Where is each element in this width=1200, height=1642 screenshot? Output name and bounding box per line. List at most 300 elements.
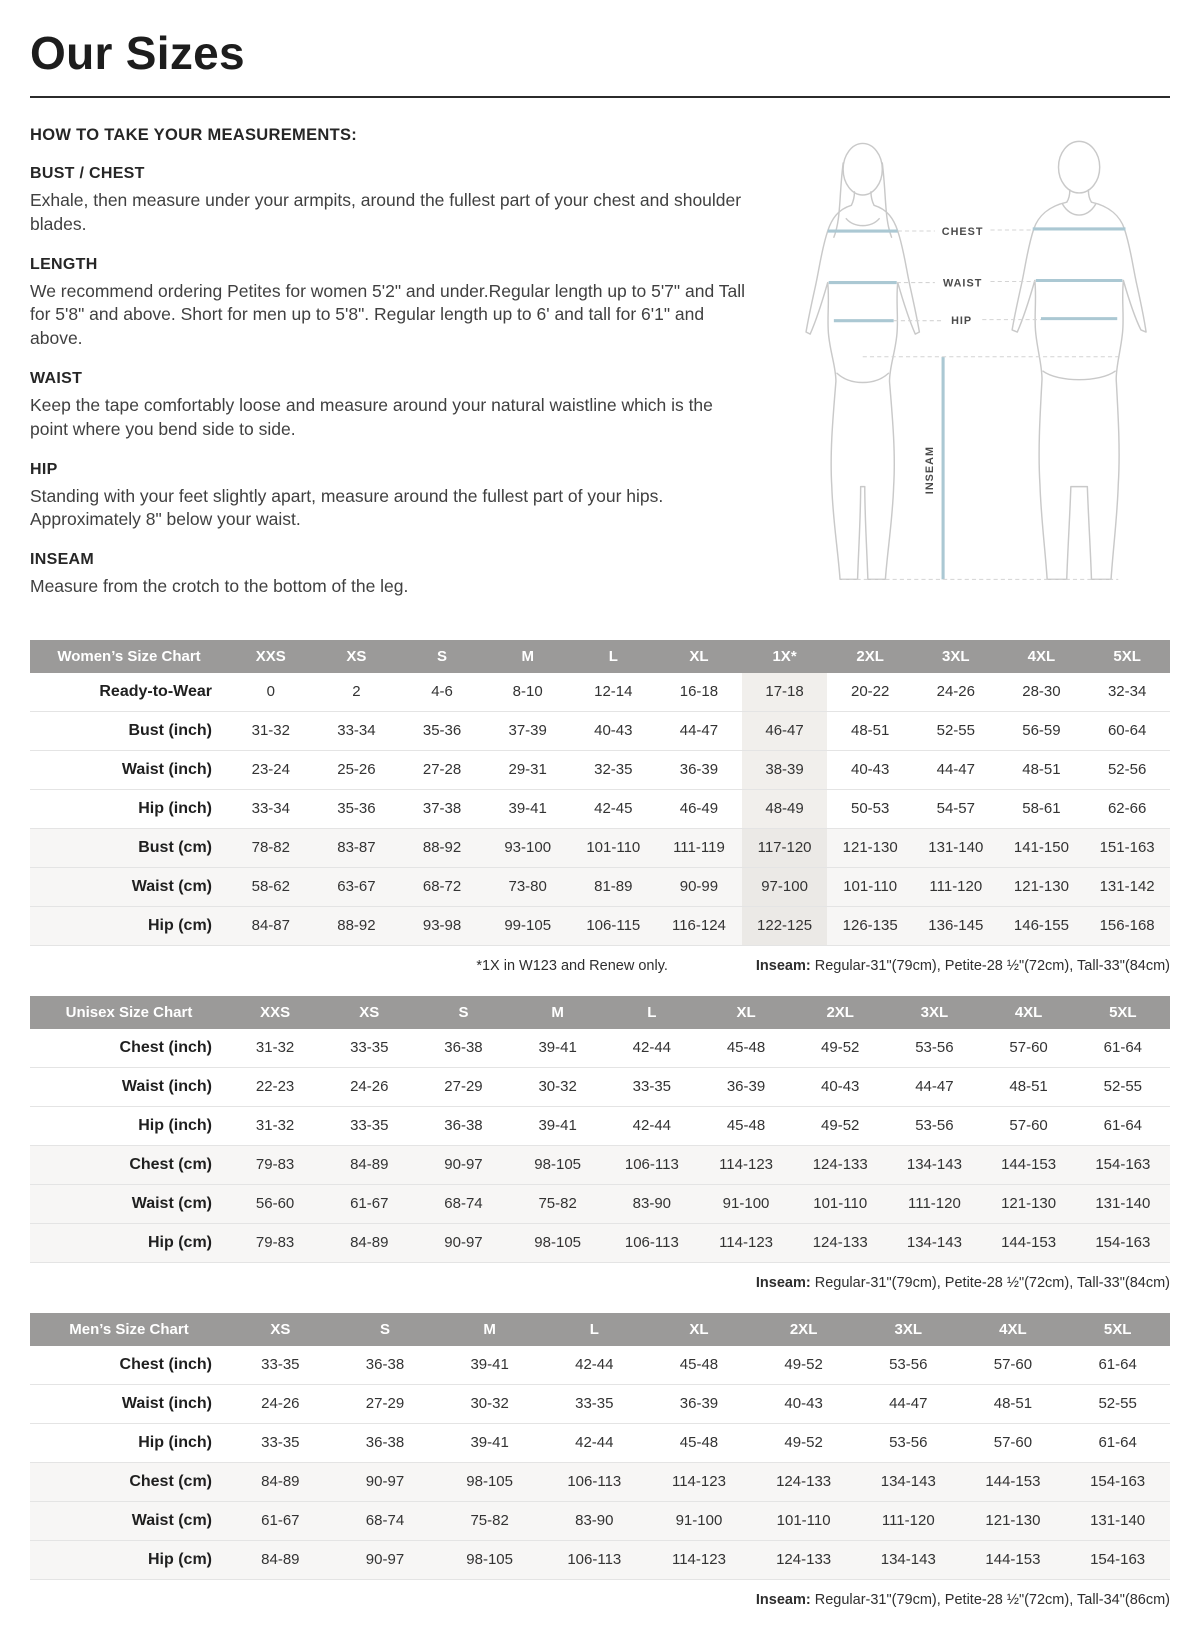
row-label: Hip (cm) [30, 1540, 228, 1579]
size-value-cell: 40-43 [827, 750, 913, 789]
unisex-size-chart-block [30, 996, 1170, 1291]
size-value-cell: 33-35 [605, 1067, 699, 1106]
size-value-cell: 106-113 [542, 1462, 647, 1501]
size-value-cell: 124-133 [751, 1462, 856, 1501]
size-value-cell: 56-59 [999, 711, 1085, 750]
section-title: HIP [30, 460, 58, 478]
size-value-cell: 98-105 [437, 1540, 542, 1579]
size-charts [30, 640, 1170, 1608]
size-value-cell: 35-36 [314, 789, 400, 828]
table-row [30, 1462, 1170, 1501]
size-value-cell: 25-26 [314, 750, 400, 789]
size-value-cell: 97-100 [742, 867, 828, 906]
inseam-measure-label: INSEAM [923, 446, 936, 495]
row-label: Hip (inch) [30, 789, 228, 828]
size-column-header: XL [656, 640, 742, 673]
size-column-header: 5XL [1084, 640, 1170, 673]
size-value-cell: 98-105 [437, 1462, 542, 1501]
size-value-cell: 121-130 [961, 1501, 1066, 1540]
size-value-cell: 4-6 [399, 673, 485, 712]
size-value-cell: 116-124 [656, 906, 742, 945]
size-column-header: L [605, 996, 699, 1029]
size-value-cell: 40-43 [793, 1067, 887, 1106]
size-value-cell: 54-57 [913, 789, 999, 828]
size-value-cell: 75-82 [437, 1501, 542, 1540]
size-value-cell: 154-163 [1076, 1223, 1170, 1262]
size-value-cell: 58-61 [999, 789, 1085, 828]
size-column-header: 4XL [982, 996, 1076, 1029]
size-value-cell: 39-41 [437, 1423, 542, 1462]
size-value-cell: 61-64 [1076, 1106, 1170, 1145]
size-value-cell: 42-44 [542, 1346, 647, 1385]
size-value-cell: 98-105 [511, 1145, 605, 1184]
size-value-cell: 33-35 [228, 1346, 333, 1385]
instructions-heading: HOW TO TAKE YOUR MEASUREMENTS: [30, 126, 358, 144]
section-body: Keep the tape comfortably loose and measure around your natural waistline which is the point where you bend side to side. [30, 394, 713, 439]
table-row [30, 1423, 1170, 1462]
size-value-cell: 121-130 [827, 828, 913, 867]
size-value-cell: 40-43 [751, 1384, 856, 1423]
size-value-cell: 90-97 [333, 1462, 438, 1501]
size-value-cell: 44-47 [913, 750, 999, 789]
size-value-cell: 33-35 [322, 1029, 416, 1068]
title-divider [30, 96, 1170, 98]
table-row [30, 673, 1170, 712]
size-column-header: 2XL [751, 1313, 856, 1346]
size-value-cell: 36-38 [333, 1423, 438, 1462]
size-value-cell: 48-51 [827, 711, 913, 750]
size-value-cell: 93-100 [485, 828, 571, 867]
size-value-cell: 146-155 [999, 906, 1085, 945]
size-value-cell: 33-34 [228, 789, 314, 828]
mens-size-chart-title: Men’s Size Chart [30, 1313, 228, 1346]
size-value-cell: 114-123 [699, 1223, 793, 1262]
size-value-cell: 28-30 [999, 673, 1085, 712]
size-value-cell: 83-90 [542, 1501, 647, 1540]
size-value-cell: 44-47 [887, 1067, 981, 1106]
size-value-cell: 42-45 [571, 789, 657, 828]
section-title: LENGTH [30, 255, 98, 273]
size-value-cell: 91-100 [647, 1501, 752, 1540]
size-value-cell: 24-26 [913, 673, 999, 712]
table-row [30, 1346, 1170, 1385]
footnote-inseam-label: Inseam: [755, 957, 811, 974]
size-value-cell: 33-35 [542, 1384, 647, 1423]
size-value-cell: 27-28 [399, 750, 485, 789]
size-column-header: XS [228, 1313, 333, 1346]
size-value-cell: 33-35 [322, 1106, 416, 1145]
size-value-cell: 37-38 [399, 789, 485, 828]
size-column-header: XL [647, 1313, 752, 1346]
size-value-cell: 46-47 [742, 711, 828, 750]
size-value-cell: 61-64 [1065, 1423, 1170, 1462]
size-column-header: 3XL [913, 640, 999, 673]
size-value-cell: 144-153 [961, 1540, 1066, 1579]
page-title: Our Sizes [30, 27, 245, 79]
row-label: Bust (cm) [30, 828, 228, 867]
row-label: Waist (inch) [30, 1384, 228, 1423]
size-value-cell: 124-133 [793, 1145, 887, 1184]
row-label: Bust (inch) [30, 711, 228, 750]
measurement-instructions [30, 126, 754, 618]
row-label: Waist (cm) [30, 1184, 228, 1223]
size-value-cell: 45-48 [699, 1029, 793, 1068]
size-value-cell: 134-143 [887, 1223, 981, 1262]
size-value-cell: 151-163 [1084, 828, 1170, 867]
size-value-cell: 131-140 [1065, 1501, 1170, 1540]
size-value-cell: 8-10 [485, 673, 571, 712]
womens-size-chart-block [30, 640, 1170, 974]
size-value-cell: 88-92 [314, 906, 400, 945]
size-value-cell: 30-32 [511, 1067, 605, 1106]
size-value-cell: 57-60 [982, 1029, 1076, 1068]
size-value-cell: 49-52 [751, 1423, 856, 1462]
size-value-cell: 22-23 [228, 1067, 322, 1106]
size-value-cell: 61-64 [1065, 1346, 1170, 1385]
size-value-cell: 24-26 [322, 1067, 416, 1106]
size-value-cell: 134-143 [856, 1540, 961, 1579]
row-label: Hip (inch) [30, 1106, 228, 1145]
size-value-cell: 23-24 [228, 750, 314, 789]
size-value-cell: 33-35 [228, 1423, 333, 1462]
table-row [30, 1384, 1170, 1423]
size-value-cell: 154-163 [1076, 1145, 1170, 1184]
footnote-inseam-label: Inseam: [755, 1591, 811, 1608]
size-value-cell: 121-130 [999, 867, 1085, 906]
size-value-cell: 88-92 [399, 828, 485, 867]
size-value-cell: 101-110 [793, 1184, 887, 1223]
size-value-cell: 53-56 [856, 1423, 961, 1462]
size-value-cell: 134-143 [856, 1462, 961, 1501]
size-column-header: M [511, 996, 605, 1029]
hip-measure-label: HIP [951, 314, 973, 327]
womens-size-chart-footnotes [30, 958, 1170, 974]
size-value-cell: 58-62 [228, 867, 314, 906]
size-value-cell: 78-82 [228, 828, 314, 867]
size-value-cell: 50-53 [827, 789, 913, 828]
table-row [30, 828, 1170, 867]
size-column-header: S [416, 996, 510, 1029]
footnote-inseam-note: Inseam: Regular-31"(79cm), Petite-28 ½"(72cm), Tall-33"(84cm) [755, 957, 1170, 974]
size-value-cell: 46-49 [656, 789, 742, 828]
table-row [30, 1067, 1170, 1106]
table-row [30, 750, 1170, 789]
instruction-section-waist [30, 370, 754, 442]
size-value-cell: 154-163 [1065, 1462, 1170, 1501]
size-value-cell: 121-130 [982, 1184, 1076, 1223]
size-value-cell: 48-49 [742, 789, 828, 828]
footnote-inseam-note: Inseam: Regular-31"(79cm), Petite-28 ½"(72cm), Tall-33"(84cm) [755, 1274, 1170, 1291]
size-value-cell: 126-135 [827, 906, 913, 945]
footnote-1x-note: *1X in W123 and Renew only. [476, 957, 668, 974]
section-body: We recommend ordering Petites for women 5'2" and under.Regular length up to 5'7" and Tall for 5'8" and above. Short for men up to 5'8". Regular length up to 6' and tall for 6'1" and above. [30, 280, 745, 349]
table-row [30, 867, 1170, 906]
size-column-header: S [399, 640, 485, 673]
footnote-inseam-note: Inseam: Regular-31"(79cm), Petite-28 ½"(72cm), Tall-34"(86cm) [755, 1591, 1170, 1608]
size-value-cell: 37-39 [485, 711, 571, 750]
row-label: Hip (cm) [30, 1223, 228, 1262]
size-value-cell: 33-34 [314, 711, 400, 750]
size-value-cell: 56-60 [228, 1184, 322, 1223]
size-value-cell: 79-83 [228, 1223, 322, 1262]
size-value-cell: 144-153 [982, 1145, 1076, 1184]
table-row [30, 1223, 1170, 1262]
table-row [30, 1145, 1170, 1184]
womens-size-chart-title: Women’s Size Chart [30, 640, 228, 673]
size-value-cell: 154-163 [1065, 1540, 1170, 1579]
measurement-guide [30, 126, 1170, 618]
size-value-cell: 36-39 [656, 750, 742, 789]
measurement-diagram [778, 126, 1170, 618]
section-body: Standing with your feet slightly apart, measure around the fullest part of your hips. Approximately 8" below your waist. [30, 485, 664, 530]
size-value-cell: 32-34 [1084, 673, 1170, 712]
table-row [30, 1501, 1170, 1540]
size-column-header: 4XL [999, 640, 1085, 673]
table-row [30, 906, 1170, 945]
size-column-header: 5XL [1076, 996, 1170, 1029]
body-measurement-figure-icon [778, 128, 1170, 602]
size-value-cell: 106-113 [605, 1223, 699, 1262]
mens-size-chart [30, 1313, 1170, 1580]
size-value-cell: 36-39 [647, 1384, 752, 1423]
size-value-cell: 83-90 [605, 1184, 699, 1223]
size-column-header: 2XL [827, 640, 913, 673]
size-column-header: XXS [228, 996, 322, 1029]
size-value-cell: 36-39 [699, 1067, 793, 1106]
section-title: WAIST [30, 369, 83, 387]
size-value-cell: 90-97 [416, 1145, 510, 1184]
section-body: Measure from the crotch to the bottom of the leg. [30, 576, 409, 597]
size-value-cell: 106-113 [542, 1540, 647, 1579]
size-value-cell: 111-119 [656, 828, 742, 867]
size-value-cell: 84-89 [228, 1540, 333, 1579]
row-label: Hip (cm) [30, 906, 228, 945]
size-value-cell: 101-110 [571, 828, 657, 867]
size-value-cell: 106-113 [605, 1145, 699, 1184]
size-value-cell: 45-48 [699, 1106, 793, 1145]
size-value-cell: 117-120 [742, 828, 828, 867]
size-value-cell: 32-35 [571, 750, 657, 789]
row-label: Chest (inch) [30, 1346, 228, 1385]
size-value-cell: 52-56 [1084, 750, 1170, 789]
size-value-cell: 31-32 [228, 711, 314, 750]
size-column-header: 1X* [742, 640, 828, 673]
size-value-cell: 75-82 [511, 1184, 605, 1223]
table-row [30, 1029, 1170, 1068]
size-value-cell: 20-22 [827, 673, 913, 712]
waist-measure-label: WAIST [942, 277, 983, 290]
size-column-header: M [437, 1313, 542, 1346]
row-label: Waist (inch) [30, 1067, 228, 1106]
size-value-cell: 57-60 [982, 1106, 1076, 1145]
size-value-cell: 114-123 [647, 1540, 752, 1579]
size-value-cell: 99-105 [485, 906, 571, 945]
size-value-cell: 49-52 [793, 1029, 887, 1068]
size-value-cell: 53-56 [856, 1346, 961, 1385]
size-value-cell: 68-74 [333, 1501, 438, 1540]
size-value-cell: 39-41 [511, 1029, 605, 1068]
size-value-cell: 136-145 [913, 906, 999, 945]
size-value-cell: 12-14 [571, 673, 657, 712]
size-value-cell: 144-153 [982, 1223, 1076, 1262]
size-value-cell: 134-143 [887, 1145, 981, 1184]
size-value-cell: 31-32 [228, 1029, 322, 1068]
header-row [30, 1313, 1170, 1346]
size-value-cell: 44-47 [656, 711, 742, 750]
size-value-cell: 84-87 [228, 906, 314, 945]
size-value-cell: 53-56 [887, 1029, 981, 1068]
size-value-cell: 62-66 [1084, 789, 1170, 828]
size-value-cell: 52-55 [913, 711, 999, 750]
size-value-cell: 124-133 [751, 1540, 856, 1579]
size-value-cell: 36-38 [416, 1106, 510, 1145]
size-column-header: 3XL [887, 996, 981, 1029]
size-value-cell: 98-105 [511, 1223, 605, 1262]
size-value-cell: 111-120 [856, 1501, 961, 1540]
size-value-cell: 39-41 [485, 789, 571, 828]
size-value-cell: 57-60 [961, 1346, 1066, 1385]
size-value-cell: 17-18 [742, 673, 828, 712]
row-label: Waist (inch) [30, 750, 228, 789]
size-value-cell: 61-64 [1076, 1029, 1170, 1068]
size-value-cell: 101-110 [751, 1501, 856, 1540]
size-column-header: L [571, 640, 657, 673]
size-value-cell: 111-120 [913, 867, 999, 906]
unisex-size-chart-footnotes [30, 1275, 1170, 1291]
row-label: Waist (cm) [30, 867, 228, 906]
size-column-header: 5XL [1065, 1313, 1170, 1346]
size-value-cell: 106-115 [571, 906, 657, 945]
size-value-cell: 156-168 [1084, 906, 1170, 945]
size-column-header: XL [699, 996, 793, 1029]
size-value-cell: 90-99 [656, 867, 742, 906]
size-value-cell: 36-38 [416, 1029, 510, 1068]
instruction-section-inseam [30, 551, 754, 599]
size-column-header: M [485, 640, 571, 673]
size-value-cell: 16-18 [656, 673, 742, 712]
size-value-cell: 68-74 [416, 1184, 510, 1223]
header-row [30, 640, 1170, 673]
size-value-cell: 2 [314, 673, 400, 712]
instruction-section-length [30, 256, 754, 351]
footnote-inseam-label: Inseam: [755, 1274, 811, 1291]
size-value-cell: 38-39 [742, 750, 828, 789]
size-value-cell: 29-31 [485, 750, 571, 789]
womens-size-chart [30, 640, 1170, 946]
size-value-cell: 131-140 [913, 828, 999, 867]
size-value-cell: 0 [228, 673, 314, 712]
size-column-header: 4XL [961, 1313, 1066, 1346]
size-value-cell: 79-83 [228, 1145, 322, 1184]
size-value-cell: 52-55 [1065, 1384, 1170, 1423]
size-value-cell: 27-29 [333, 1384, 438, 1423]
row-label: Chest (cm) [30, 1145, 228, 1184]
size-value-cell: 144-153 [961, 1462, 1066, 1501]
table-row [30, 711, 1170, 750]
section-title: INSEAM [30, 551, 95, 569]
size-value-cell: 52-55 [1076, 1067, 1170, 1106]
size-column-header: XXS [228, 640, 314, 673]
unisex-size-chart [30, 996, 1170, 1263]
size-value-cell: 40-43 [571, 711, 657, 750]
size-value-cell: 49-52 [793, 1106, 887, 1145]
size-value-cell: 84-89 [322, 1223, 416, 1262]
size-value-cell: 81-89 [571, 867, 657, 906]
size-value-cell: 131-142 [1084, 867, 1170, 906]
size-value-cell: 45-48 [647, 1423, 752, 1462]
row-label: Chest (cm) [30, 1462, 228, 1501]
size-value-cell: 30-32 [437, 1384, 542, 1423]
size-value-cell: 42-44 [542, 1423, 647, 1462]
size-value-cell: 36-38 [333, 1346, 438, 1385]
size-value-cell: 114-123 [647, 1462, 752, 1501]
mens-size-chart-block [30, 1313, 1170, 1608]
size-value-cell: 57-60 [961, 1423, 1066, 1462]
instruction-section-hip [30, 461, 754, 533]
size-value-cell: 101-110 [827, 867, 913, 906]
size-value-cell: 91-100 [699, 1184, 793, 1223]
size-value-cell: 39-41 [511, 1106, 605, 1145]
size-value-cell: 61-67 [228, 1501, 333, 1540]
size-value-cell: 131-140 [1076, 1184, 1170, 1223]
size-value-cell: 90-97 [333, 1540, 438, 1579]
table-row [30, 1540, 1170, 1579]
size-value-cell: 68-72 [399, 867, 485, 906]
size-value-cell: 35-36 [399, 711, 485, 750]
size-value-cell: 124-133 [793, 1223, 887, 1262]
table-row [30, 1106, 1170, 1145]
size-value-cell: 93-98 [399, 906, 485, 945]
size-value-cell: 111-120 [887, 1184, 981, 1223]
size-value-cell: 24-26 [228, 1384, 333, 1423]
size-value-cell: 42-44 [605, 1029, 699, 1068]
row-label: Hip (inch) [30, 1423, 228, 1462]
table-row [30, 1184, 1170, 1223]
size-value-cell: 45-48 [647, 1346, 752, 1385]
size-value-cell: 53-56 [887, 1106, 981, 1145]
size-value-cell: 114-123 [699, 1145, 793, 1184]
row-label: Waist (cm) [30, 1501, 228, 1540]
size-value-cell: 84-89 [322, 1145, 416, 1184]
unisex-size-chart-title: Unisex Size Chart [30, 996, 228, 1029]
instruction-section-bust-chest [30, 165, 754, 237]
table-row [30, 789, 1170, 828]
size-value-cell: 141-150 [999, 828, 1085, 867]
size-value-cell: 42-44 [605, 1106, 699, 1145]
size-value-cell: 48-51 [961, 1384, 1066, 1423]
size-column-header: XS [314, 640, 400, 673]
row-label: Ready-to-Wear [30, 673, 228, 712]
size-column-header: S [333, 1313, 438, 1346]
size-column-header: 2XL [793, 996, 887, 1029]
size-value-cell: 39-41 [437, 1346, 542, 1385]
size-value-cell: 122-125 [742, 906, 828, 945]
header-row [30, 996, 1170, 1029]
size-value-cell: 48-51 [999, 750, 1085, 789]
size-value-cell: 60-64 [1084, 711, 1170, 750]
size-value-cell: 48-51 [982, 1067, 1076, 1106]
size-value-cell: 49-52 [751, 1346, 856, 1385]
size-column-header: XS [322, 996, 416, 1029]
size-value-cell: 63-67 [314, 867, 400, 906]
size-value-cell: 73-80 [485, 867, 571, 906]
section-body: Exhale, then measure under your armpits, around the fullest part of your chest and shoulder blades. [30, 190, 742, 234]
size-value-cell: 27-29 [416, 1067, 510, 1106]
size-column-header: L [542, 1313, 647, 1346]
size-value-cell: 90-97 [416, 1223, 510, 1262]
size-value-cell: 84-89 [228, 1462, 333, 1501]
section-title: BUST / CHEST [30, 165, 145, 182]
